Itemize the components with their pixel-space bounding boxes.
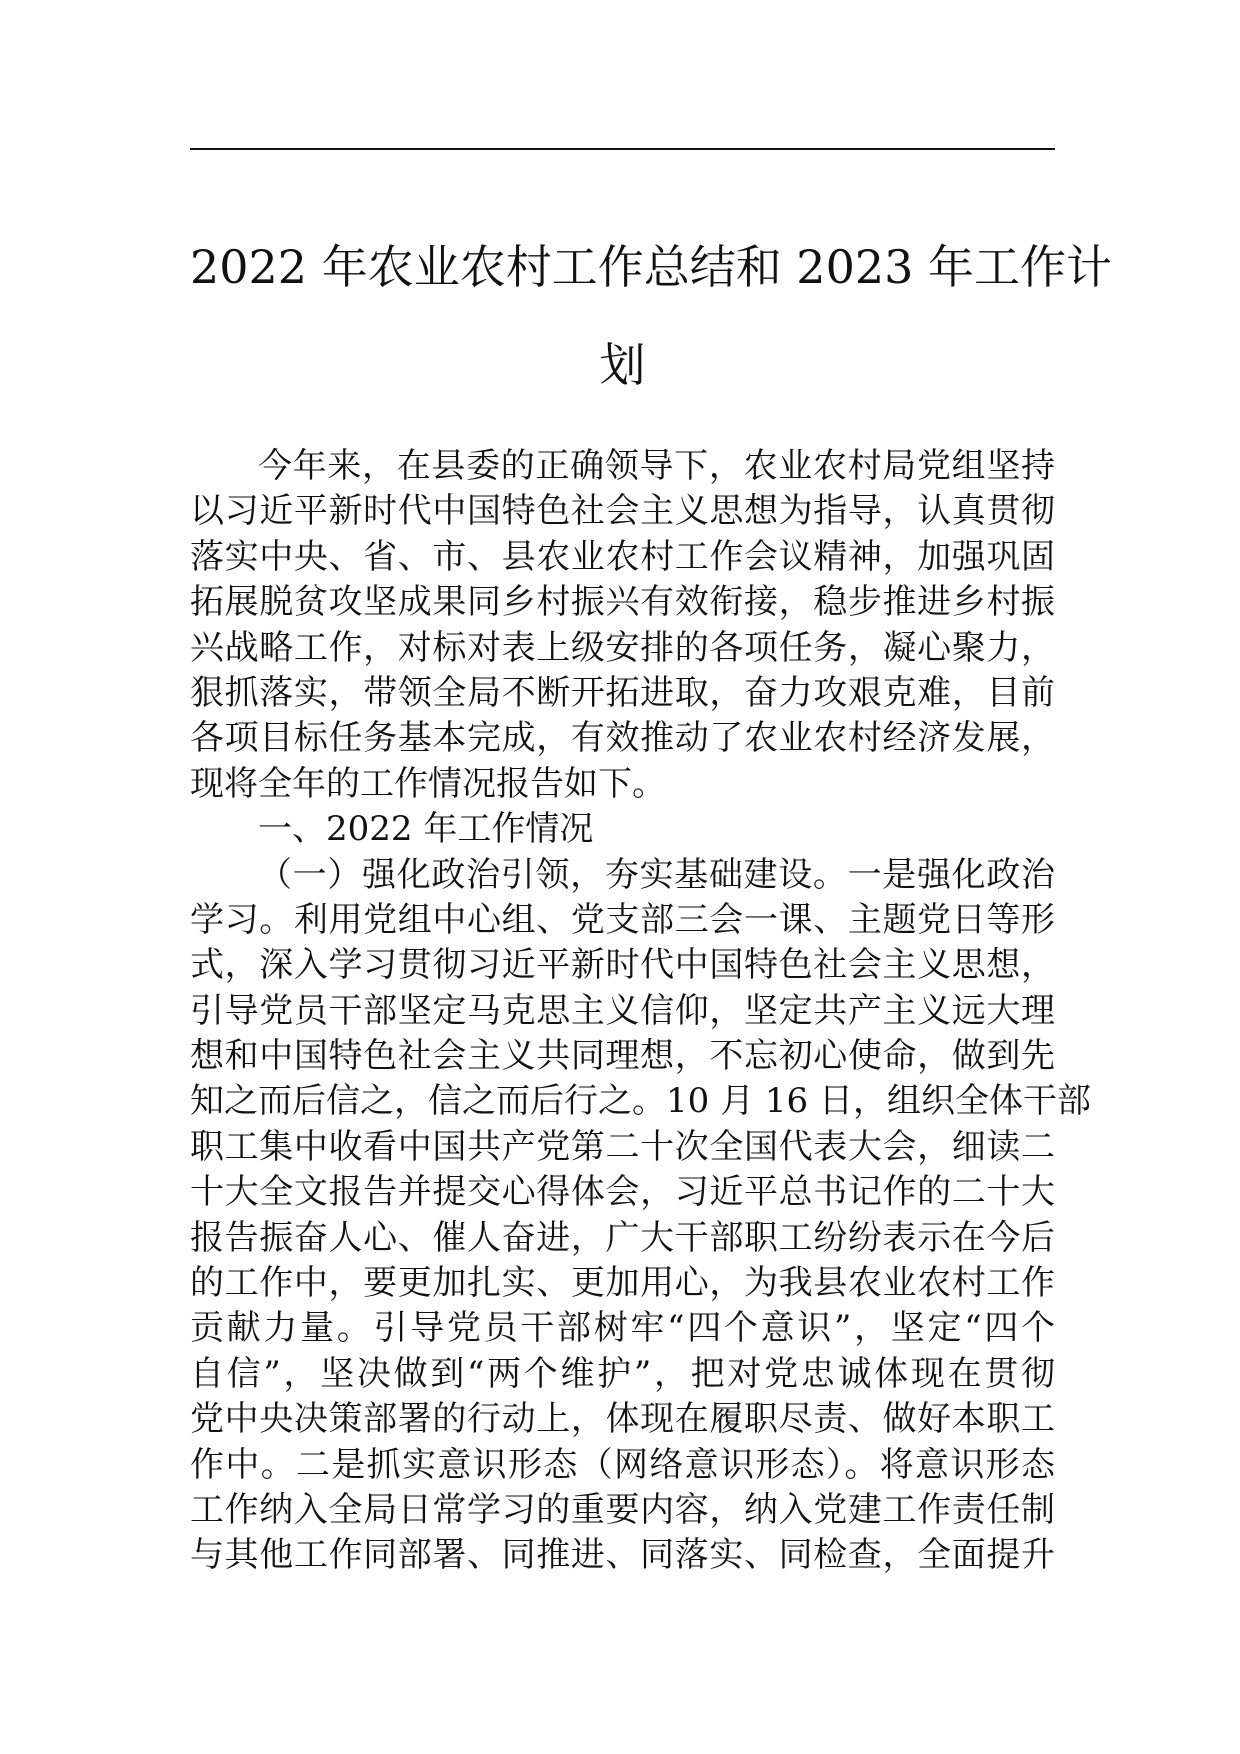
body-line: 知之而后信之，信之而后行之。10 月 16 日，组织全体干部 <box>190 1081 1091 1122</box>
body-line: （一）强化政治引领，夯实基础建设。一是强化政治 <box>258 854 1055 895</box>
body-line: 与其他工作同部署、同推进、同落实、同检查，全面提升 <box>190 1535 1055 1576</box>
body-line: 引导党员干部坚定马克思主义信仰，坚定共产主义远大理 <box>190 990 1055 1031</box>
body-line: 现将全年的工作情况报告如下。 <box>190 763 666 804</box>
body-line: 作中。二是抓实意识形态（网络意识形态）。将意识形态 <box>190 1444 1055 1485</box>
title-line: 2022 年农业农村工作总结和 2023 年工作计 <box>190 240 1112 294</box>
title-line: 划 <box>599 338 646 392</box>
section-heading: 一、2022 年工作情况 <box>258 809 594 850</box>
body-line: 职工集中收看中国共产党第二十次全国代表大会，细读二 <box>190 1126 1055 1167</box>
body-line: 各项目标任务基本完成，有效推动了农业农村经济发展， <box>190 718 1055 759</box>
body-line: 今年来，在县委的正确领导下，农业农村局党组坚持 <box>258 446 1055 486</box>
body-line: 报告振奋人心、催人奋进，广大干部职工纷纷表示在今后 <box>190 1217 1055 1258</box>
body-line: 十大全文报告并提交心得体会，习近平总书记作的二十大 <box>190 1172 1055 1213</box>
body-line: 党中央决策部署的行动上，体现在履职尽责、做好本职工 <box>190 1399 1055 1440</box>
body-line: 学习。利用党组中心组、党支部三会一课、主题党日等形 <box>190 899 1055 940</box>
document-title <box>190 218 1112 414</box>
body-line: 狠抓落实，带领全局不断开拓进取，奋力攻艰克难，目前 <box>190 672 1055 713</box>
body-line: 兴战略工作，对标对表上级安排的各项任务，凝心聚力， <box>190 627 1055 668</box>
body-line: 自信”，坚决做到“两个维护”，把对党忠诚体现在贯彻 <box>190 1353 1055 1394</box>
body-line: 的工作中，要更加扎实、更加用心，为我县农业农村工作 <box>190 1263 1055 1304</box>
document-body <box>190 444 1091 1579</box>
body-line: 式，深入学习贯彻习近平新时代中国特色社会主义思想， <box>190 945 1055 986</box>
body-line: 拓展脱贫攻坚成果同乡村振兴有效衔接，稳步推进乡村振 <box>190 582 1055 623</box>
header-rule <box>190 148 1055 150</box>
body-line: 落实中央、省、市、县农业农村工作会议精神，加强巩固 <box>190 536 1055 577</box>
body-line: 贡献力量。引导党员干部树牢“四个意识”，坚定“四个 <box>190 1308 1055 1349</box>
body-line: 工作纳入全局日常学习的重要内容，纳入党建工作责任制 <box>190 1489 1055 1530</box>
body-line: 以习近平新时代中国特色社会主义思想为指导，认真贯彻 <box>190 491 1055 532</box>
body-line: 想和中国特色社会主义共同理想，不忘初心使命，做到先 <box>190 1036 1055 1077</box>
